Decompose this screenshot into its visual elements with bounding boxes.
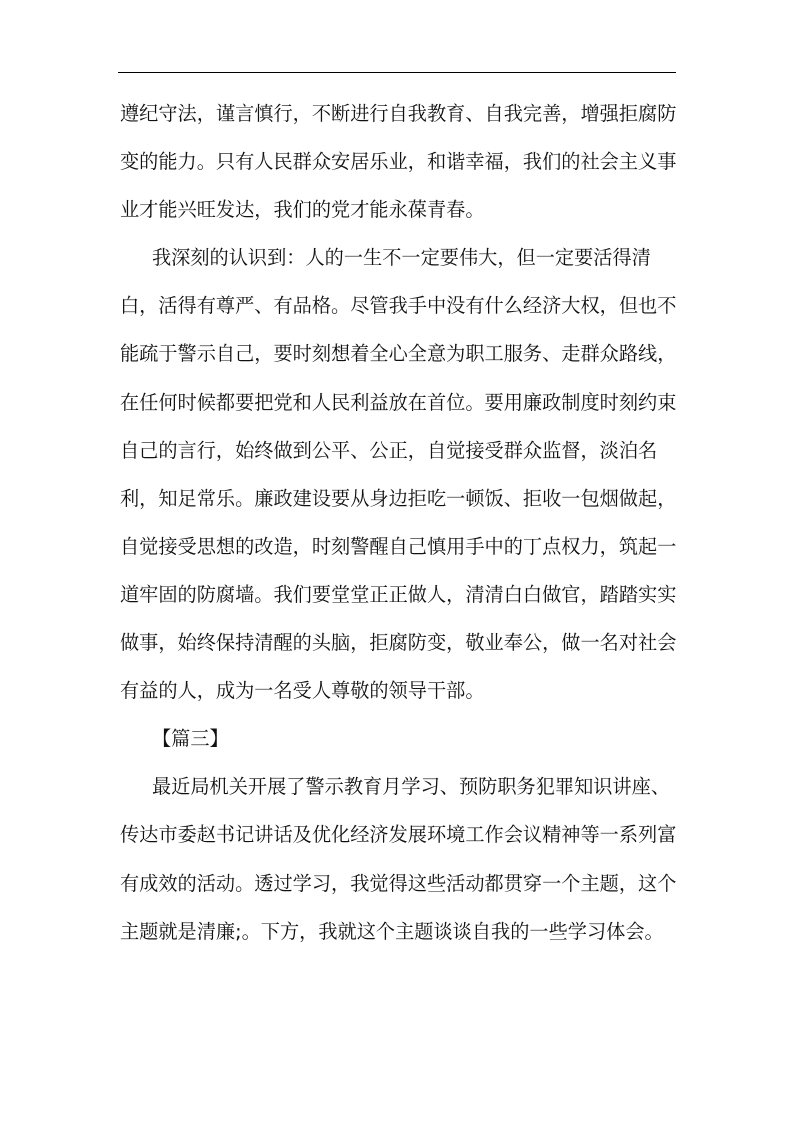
text-line: 利，知足常乐。廉政建设要从身边拒吃一顿饭、拒收一包烟做起， bbox=[120, 486, 677, 510]
text-line: 自觉接受思想的改造，时刻警醒自己慎用手中的丁点权力，筑起一 bbox=[120, 534, 677, 558]
text-line: 道牢固的防腐墙。我们要堂堂正正做人，清清白白做官，踏踏实实 bbox=[120, 582, 677, 606]
header-rule bbox=[118, 72, 676, 73]
text-line: 能疏于警示自己，要时刻想着全心全意为职工服务、走群众路线， bbox=[120, 342, 677, 366]
text-line: 自己的言行，始终做到公平、公正，自觉接受群众监督，淡泊名 bbox=[120, 438, 658, 462]
text-line: 我深刻的认识到：人的一生不一定要伟大，但一定要活得清 bbox=[152, 246, 651, 270]
text-line: 有益的人，成为一名受人尊敬的领导干部。 bbox=[120, 679, 485, 703]
text-line: 做事，始终保持清醒的头脑，拒腐防变，敬业奉公，做一名对社会 bbox=[120, 631, 677, 655]
text-line: 主题就是清廉;。下方，我就这个主题谈谈自我的一些学习体会。 bbox=[120, 919, 664, 943]
text-line: 有成效的活动。透过学习，我觉得这些活动都贯穿一个主题，这个 bbox=[120, 871, 677, 895]
text-line: 最近局机关开展了警示教育月学习、预防职务犯罪知识讲座、 bbox=[152, 775, 671, 799]
text-line: 在任何时候都要把党和人民利益放在首位。要用廉政制度时刻约束 bbox=[120, 390, 677, 414]
text-line: 业才能兴旺发达，我们的党才能永葆青春。 bbox=[120, 198, 485, 222]
body-text bbox=[120, 90, 676, 956]
text-line: 遵纪守法，谨言慎行，不断进行自我教育、自我完善，增强拒腐防 bbox=[120, 102, 677, 125]
text-line: 白，活得有尊严、有品格。尽管我手中没有什么经济大权，但也不 bbox=[120, 294, 677, 318]
section-heading: 【篇三】 bbox=[152, 727, 229, 751]
text-line: 变的能力。只有人民群众安居乐业，和谐幸福，我们的社会主义事 bbox=[120, 150, 677, 174]
text-line: 传达市委赵书记讲话及优化经济发展环境工作会议精神等一系列富 bbox=[120, 823, 677, 847]
